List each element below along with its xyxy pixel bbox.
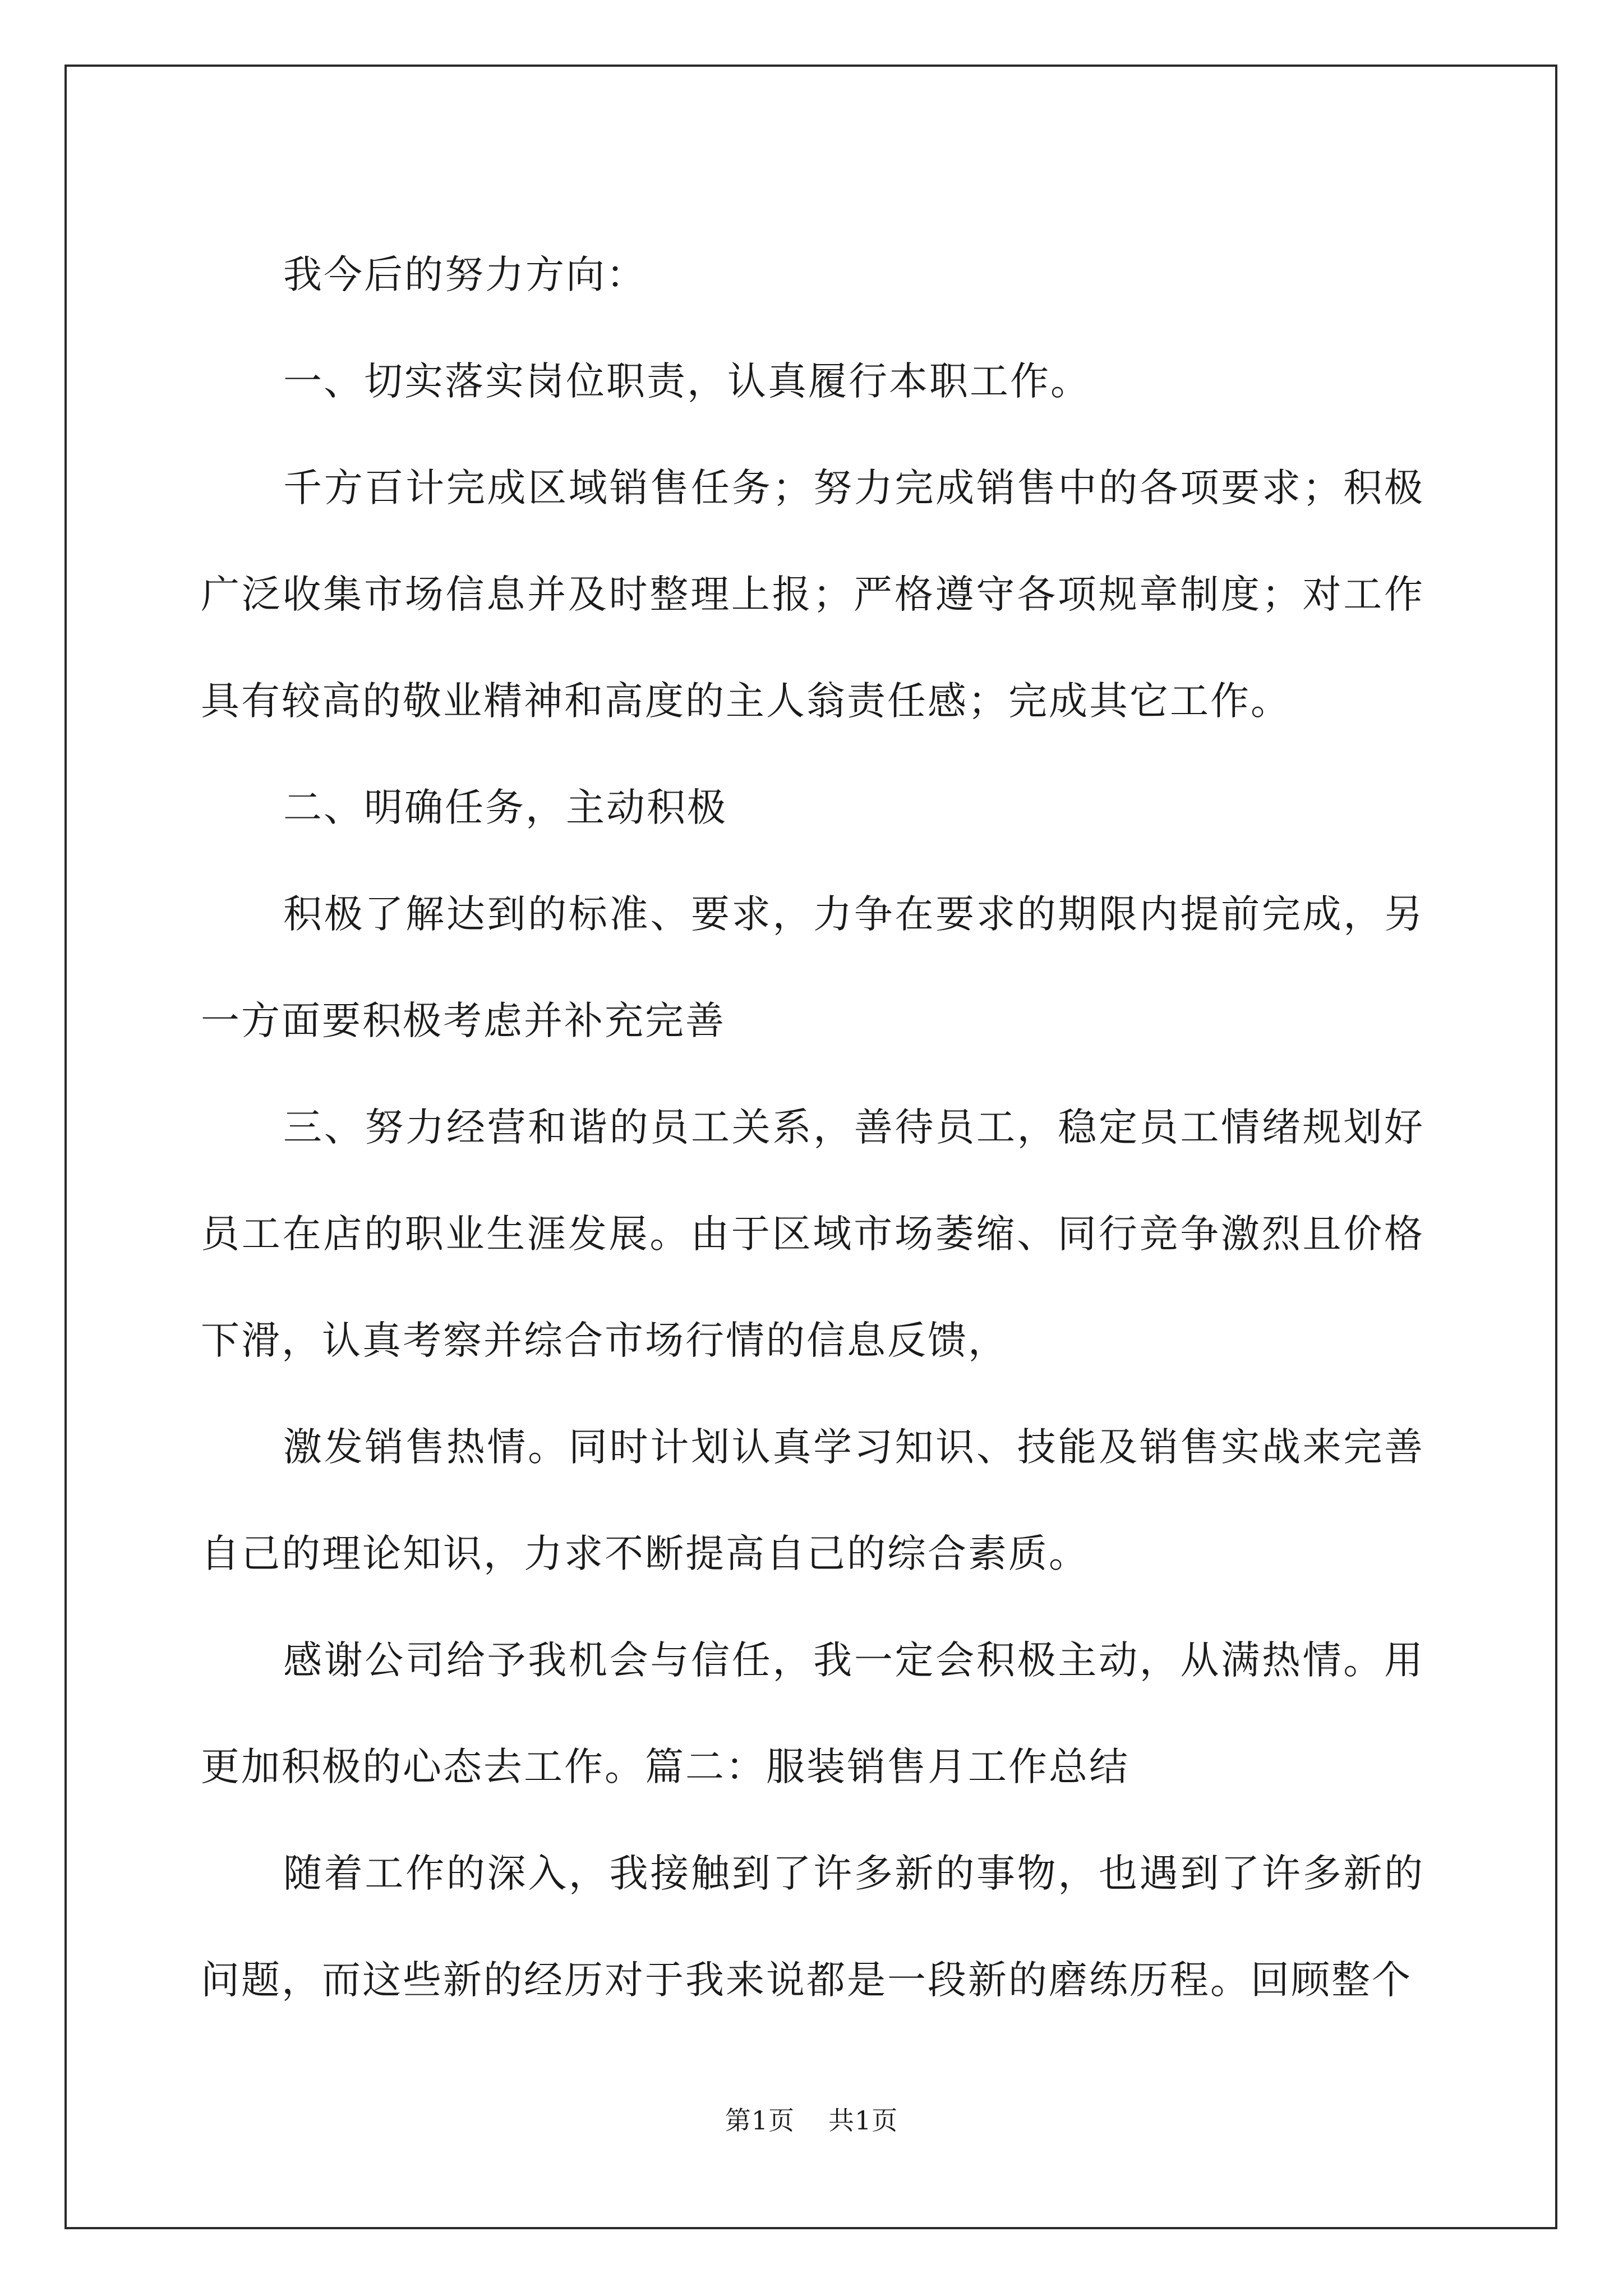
page-footer [0,2104,1623,2137]
paragraph: 一、切实落实岗位职责，认真履行本职工作。 [283,359,1091,404]
paragraph: 积极了解达到的标准、要求，力争在要求的期限内提前完成，另一方面要积极考虑并补充完善 [201,892,1424,1043]
paragraph: 激发销售热情。同时计划认真学习知识、技能及销售实战来完善自己的理论知识，力求不断提高自己的综合素质。 [201,1425,1424,1576]
document-body [201,222,1424,2033]
paragraph: 随着工作的深入，我接触到了许多新的事物，也遇到了许多新的问题，而这些新的经历对于我来说都是一段新的磨练历程。回顾整个 [201,1851,1424,2003]
page-number-current: 第1页 [725,2105,795,2136]
page-number-total: 共1页 [828,2105,898,2136]
paragraph: 三、努力经营和谐的员工关系，善待员工，稳定员工情绪规划好员工在店的职业生涯发展。由于区域市场萎缩、同行竞争激烈且价格下滑，认真考察并综合市场行情的信息反馈， [201,1105,1424,1363]
paragraph: 千方百计完成区域销售任务；努力完成销售中的各项要求；积极广泛收集市场信息并及时整理上报；严格遵守各项规章制度；对工作具有较高的敬业精神和高度的主人翁责任感；完成其它工作。 [201,466,1424,724]
paragraph: 感谢公司给予我机会与信任，我一定会积极主动，从满热情。用更加积极的心态去工作。篇二：服装销售月工作总结 [201,1638,1424,1789]
paragraph: 二、明确任务，主动积极 [283,785,727,830]
paragraph: 我今后的努力方向： [283,252,647,297]
